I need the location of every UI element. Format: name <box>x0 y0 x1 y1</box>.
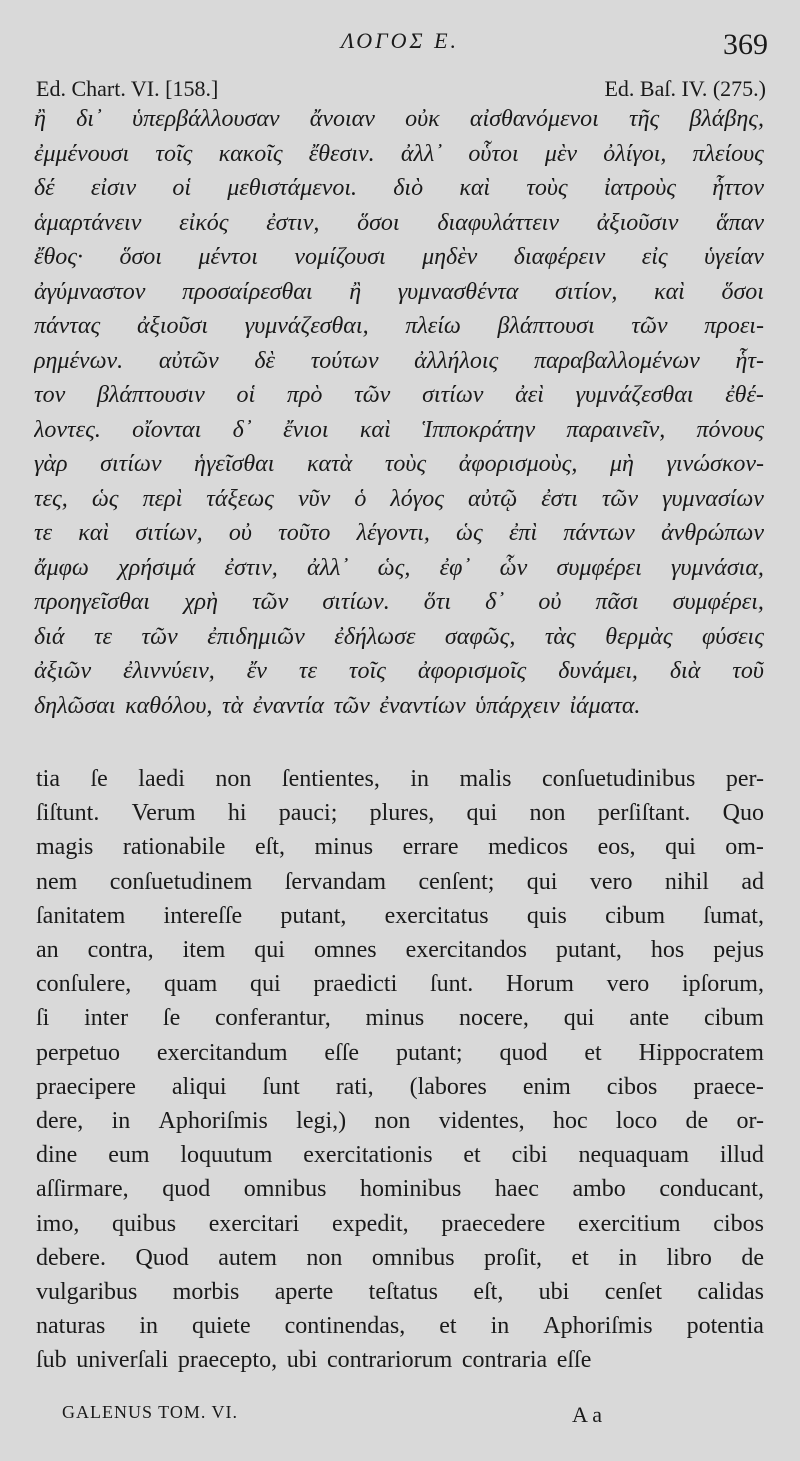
greek-text-line: γὰρ σιτίων ἡγεῖσθαι κατὰ τοὺς ἀφορισμοὺς, μὴ γινώσκον- <box>34 451 764 477</box>
latin-text-line: perpetuo exercitandum eſſe putant; quod et Hippocratem <box>36 1039 764 1066</box>
latin-text-line: magis rationabile eſt, minus errare medicos eos, qui om- <box>36 834 764 861</box>
latin-text-line: dere, in Aphoriſmis legi,) non videntes, hoc loco de or- <box>36 1108 764 1135</box>
greek-text-line: τες, ὡς περὶ τάξεως νῦν ὁ λόγος αὐτῷ ἐστι τῶν γυμνασίων <box>34 485 764 512</box>
latin-text-line: aſſirmare, quod omnibus hominibus haec ambo conducant, <box>36 1176 764 1203</box>
latin-text-line: ſub univerſali praecepto, ubi contrariorum contraria eſſe <box>36 1347 592 1374</box>
latin-text-line: ſi inter ſe conferantur, minus nocere, qui ante cibum <box>36 1005 764 1032</box>
greek-text-line: δηλῶσαι καθόλου, τὰ ἐναντία τῶν ἐναντίων ὑπάρχειν ἰάματα. <box>34 692 641 719</box>
latin-text-block <box>36 762 764 1378</box>
edition-reference-row <box>36 76 766 102</box>
greek-text-line: ρημένων. αὐτῶν δὲ τούτων ἀλλήλοις παραβαλλομένων ἧτ- <box>34 347 764 374</box>
latin-text-line: debere. Quod autem non omnibus proſit, et in libro de <box>36 1244 764 1271</box>
footer-signature-mark: A a <box>572 1402 602 1427</box>
page-number: 369 <box>723 28 768 61</box>
latin-text-line: praecipere aliqui ſunt rati, (labores enim cibos praece- <box>36 1073 764 1100</box>
latin-text-line: an contra, item qui omnes exercitandos putant, hos pejus <box>36 937 764 964</box>
greek-text-line: προηγεῖσθαι χρὴ τῶν σιτίων. ὅτι δ᾽ οὐ πᾶσι συμφέρει, <box>34 589 764 615</box>
greek-text-line: πάντας ἀξιοῦσι γυμνάζεσθαι, πλείω βλάπτουσι τῶν προει- <box>34 313 764 339</box>
latin-text-line: dine eum loquutum exercitationis et cibi nequaquam illud <box>36 1142 764 1169</box>
greek-text-block <box>34 102 764 723</box>
running-title: ΛΟΓΟΣ Ε. <box>340 28 460 53</box>
greek-text-line: ἢ δι᾽ ὑπερβάλλουσαν ἄνοιαν οὐκ αἰσθανόμενοι τῆς βλάβης, <box>34 106 764 132</box>
greek-text-line: διά τε τῶν ἐπιδημιῶν ἐδήλωσε σαφῶς, τὰς θερμὰς φύσεις <box>34 623 764 650</box>
latin-text-line: nem conſuetudinem ſervandam cenſent; qui vero nihil ad <box>36 868 764 895</box>
greek-text-line: ἐμμένουσι τοῖς κακοῖς ἔθεσιν. ἀλλ᾽ οὗτοι μὲν ὀλίγοι, πλείους <box>34 140 764 167</box>
edition-reference-left: Ed. Chart. VI. [158.] <box>36 76 219 101</box>
latin-text-line: naturas in quiete continendas, et in Aphoriſmis potentia <box>36 1313 764 1340</box>
latin-text-line: ſanitatem intereſſe putant, exercitatus quis cibum ſumat, <box>36 902 764 929</box>
greek-text-line: ἔθος· ὅσοι μέντοι νομίζουσι μηδὲν διαφέρειν εἰς ὑγείαν <box>34 244 764 270</box>
latin-text-line: tia ſe laedi non ſentientes, in malis conſuetudinibus per- <box>36 766 764 792</box>
greek-text-line: ἀγύμναστον προσαίρεσθαι ἢ γυμνασθέντα σιτίον, καὶ ὅσοι <box>34 278 764 305</box>
latin-text-line: conſulere, quam qui praedicti ſunt. Horum vero ipſorum, <box>36 971 764 998</box>
greek-text-line: τον βλάπτουσιν οἱ πρὸ τῶν σιτίων ἀεὶ γυμνάζεσθαι ἐθέ- <box>34 382 764 408</box>
greek-text-line: τε καὶ σιτίων, οὐ τοῦτο λέγοντι, ὡς ἐπὶ πάντων ἀνθρώπων <box>34 520 764 546</box>
edition-reference-right: Ed. Baſ. IV. (275.) <box>604 76 766 101</box>
greek-text-line: ἄμφω χρήσιμά ἐστιν, ἀλλ᾽ ὡς, ἐφ᾽ ὧν συμφέρει γυμνάσια, <box>34 554 764 581</box>
footer-volume: GALENUS TOM. VI. <box>62 1402 239 1422</box>
greek-text-line: λοντες. οἴονται δ᾽ ἔνιοι καὶ Ἱπποκράτην παραινεῖν, πόνους <box>34 416 764 443</box>
greek-text-line: δέ εἰσιν οἱ μεθιστάμενοι. διὸ καὶ τοὺς ἰατροὺς ἧττον <box>34 175 764 201</box>
greek-text-line: ἀξιῶν ἐλιννύειν, ἔν τε τοῖς ἀφορισμοῖς δυνάμει, διὰ τοῦ <box>34 658 764 684</box>
latin-text-line: ſiſtunt. Verum hi pauci; plures, qui non perſiſtant. Quo <box>36 800 764 827</box>
greek-text-line: ἁμαρτάνειν εἰκός ἐστιν, ὅσοι διαφυλάττειν ἀξιοῦσιν ἅπαν <box>34 209 764 236</box>
page-footer <box>62 1402 602 1428</box>
latin-text-line: vulgaribus morbis aperte teſtatus eſt, ubi cenſet calidas <box>36 1279 764 1306</box>
latin-text-line: imo, quibus exercitari expedit, praecedere exercitium cibos <box>36 1210 764 1237</box>
